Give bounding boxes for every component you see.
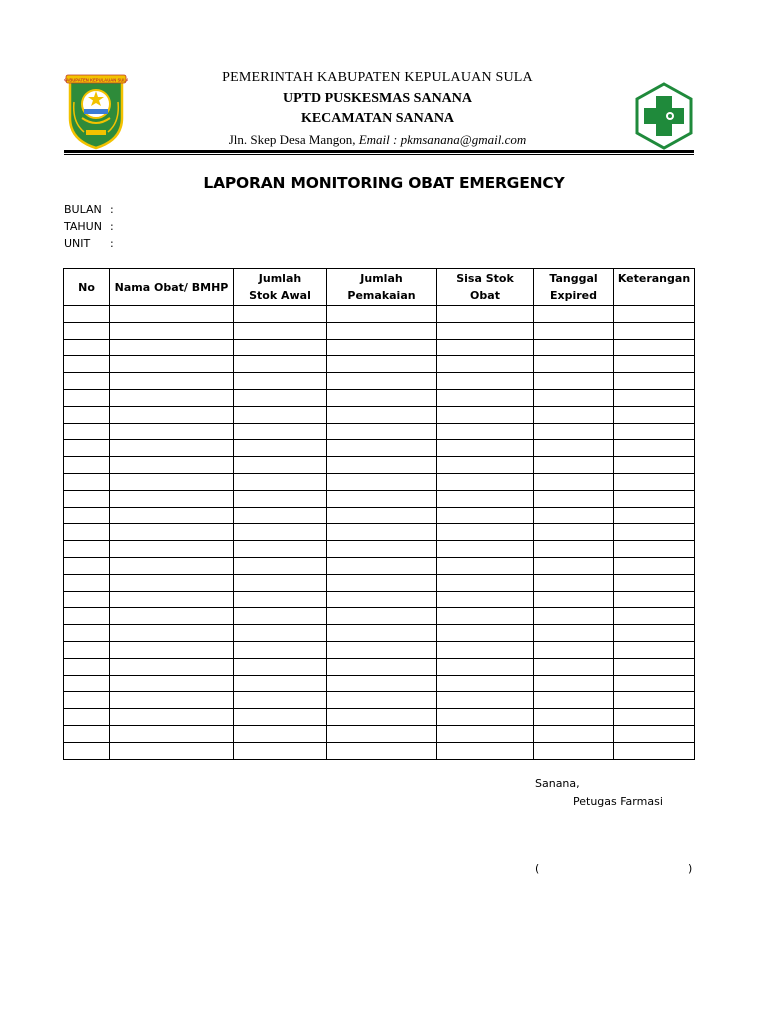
table-cell[interactable] — [110, 457, 234, 474]
table-cell[interactable] — [110, 423, 234, 440]
table-cell[interactable] — [64, 507, 110, 524]
table-cell[interactable] — [327, 725, 437, 742]
table-cell[interactable] — [64, 675, 110, 692]
table-cell[interactable] — [64, 725, 110, 742]
table-cell[interactable] — [110, 322, 234, 339]
table-cell[interactable] — [614, 406, 695, 423]
table-cell[interactable] — [534, 373, 614, 390]
table-cell[interactable] — [234, 389, 327, 406]
table-row — [64, 725, 695, 742]
table-cell[interactable] — [234, 440, 327, 457]
table-row — [64, 322, 695, 339]
table-cell[interactable] — [234, 641, 327, 658]
table-cell[interactable] — [614, 507, 695, 524]
table-cell[interactable] — [64, 423, 110, 440]
address-text: Jln. Skep Desa Mangon, — [228, 132, 356, 147]
table-cell[interactable] — [437, 742, 534, 759]
table-cell[interactable] — [437, 423, 534, 440]
email-text: Email : pkmsanana@gmail.com — [358, 132, 527, 147]
table-cell[interactable] — [64, 440, 110, 457]
table-cell[interactable] — [110, 440, 234, 457]
table-cell[interactable] — [534, 742, 614, 759]
table-cell[interactable] — [614, 557, 695, 574]
table-row — [64, 574, 695, 591]
table-cell[interactable] — [614, 709, 695, 726]
table-cell[interactable] — [614, 322, 695, 339]
table-cell[interactable] — [534, 725, 614, 742]
table-cell[interactable] — [234, 658, 327, 675]
table-cell[interactable] — [437, 306, 534, 323]
table-row — [64, 709, 695, 726]
table-cell[interactable] — [64, 490, 110, 507]
meta-tahun-colon: : — [110, 220, 114, 233]
signature-close-paren: ) — [688, 862, 693, 875]
table-cell[interactable] — [234, 490, 327, 507]
table-row — [64, 625, 695, 642]
table-row — [64, 742, 695, 759]
table-cell[interactable] — [64, 641, 110, 658]
col-header-stok-awal: Jumlah Stok Awal — [234, 269, 327, 306]
table-row — [64, 641, 695, 658]
table-cell[interactable] — [614, 490, 695, 507]
table-cell[interactable] — [327, 658, 437, 675]
meta-unit-colon: : — [110, 237, 114, 250]
table-cell[interactable] — [327, 339, 437, 356]
table-cell[interactable] — [64, 608, 110, 625]
table-cell[interactable] — [110, 641, 234, 658]
table-cell[interactable] — [437, 675, 534, 692]
table-cell[interactable] — [327, 389, 437, 406]
table-cell[interactable] — [534, 389, 614, 406]
header-district-name: KECAMATAN SANANA — [300, 111, 455, 126]
table-row — [64, 608, 695, 625]
table-cell[interactable] — [534, 457, 614, 474]
table-cell[interactable] — [614, 473, 695, 490]
table-cell[interactable] — [534, 406, 614, 423]
table-cell[interactable] — [234, 625, 327, 642]
table-cell[interactable] — [234, 742, 327, 759]
table-cell[interactable] — [614, 625, 695, 642]
table-cell[interactable] — [234, 591, 327, 608]
table-row — [64, 423, 695, 440]
table-cell[interactable] — [327, 457, 437, 474]
table-cell[interactable] — [64, 473, 110, 490]
table-cell[interactable] — [110, 675, 234, 692]
table-cell[interactable] — [534, 658, 614, 675]
table-cell[interactable] — [534, 322, 614, 339]
table-cell[interactable] — [437, 608, 534, 625]
table-cell[interactable] — [437, 658, 534, 675]
table-cell[interactable] — [234, 306, 327, 323]
table-cell[interactable] — [234, 457, 327, 474]
table-cell[interactable] — [110, 306, 234, 323]
table-cell[interactable] — [234, 541, 327, 558]
table-cell[interactable] — [327, 507, 437, 524]
table-cell[interactable] — [64, 742, 110, 759]
table-cell[interactable] — [614, 306, 695, 323]
table-cell[interactable] — [437, 322, 534, 339]
table-cell[interactable] — [614, 742, 695, 759]
table-cell[interactable] — [64, 591, 110, 608]
signature-role: Petugas Farmasi — [573, 795, 663, 808]
table-cell[interactable] — [437, 641, 534, 658]
table-cell[interactable] — [437, 373, 534, 390]
table-cell[interactable] — [110, 356, 234, 373]
emblem-banner-text: KABUPATEN KEPULAUAN SULA — [64, 77, 128, 83]
table-cell[interactable] — [534, 473, 614, 490]
table-cell[interactable] — [534, 591, 614, 608]
table-cell[interactable] — [64, 339, 110, 356]
puskesmas-cross-logo-icon — [634, 82, 694, 150]
table-cell[interactable] — [437, 490, 534, 507]
table-cell[interactable] — [437, 524, 534, 541]
table-row — [64, 457, 695, 474]
table-cell[interactable] — [234, 322, 327, 339]
table-cell[interactable] — [614, 675, 695, 692]
table-row — [64, 507, 695, 524]
table-cell[interactable] — [437, 692, 534, 709]
table-cell[interactable] — [234, 709, 327, 726]
col-header-nama-obat: Nama Obat/ BMHP — [110, 269, 234, 306]
table-cell[interactable] — [614, 608, 695, 625]
document-title: LAPORAN MONITORING OBAT EMERGENCY — [203, 174, 565, 192]
header-rule-thin — [64, 154, 694, 155]
table-cell[interactable] — [110, 625, 234, 642]
table-cell[interactable] — [64, 658, 110, 675]
table-cell[interactable] — [534, 608, 614, 625]
table-cell[interactable] — [327, 373, 437, 390]
table-cell[interactable] — [534, 490, 614, 507]
table-cell[interactable] — [64, 406, 110, 423]
header-government-name: PEMERINTAH KABUPATEN KEPULAUAN SULA — [222, 70, 533, 85]
table-cell[interactable] — [234, 356, 327, 373]
table-cell[interactable] — [110, 742, 234, 759]
meta-unit-label: UNIT — [64, 237, 91, 250]
table-row — [64, 339, 695, 356]
table-cell[interactable] — [614, 389, 695, 406]
medicine-monitoring-table — [63, 268, 695, 760]
table-cell[interactable] — [437, 339, 534, 356]
table-row — [64, 406, 695, 423]
table-row — [64, 373, 695, 390]
table-body — [64, 306, 695, 760]
table-row — [64, 591, 695, 608]
table-cell[interactable] — [234, 507, 327, 524]
table-cell[interactable] — [437, 356, 534, 373]
col-header-no: No — [64, 269, 110, 306]
table-cell[interactable] — [110, 557, 234, 574]
table-cell[interactable] — [534, 557, 614, 574]
table-cell[interactable] — [234, 373, 327, 390]
table-cell[interactable] — [327, 557, 437, 574]
table-cell[interactable] — [110, 524, 234, 541]
table-cell[interactable] — [234, 608, 327, 625]
table-cell[interactable] — [234, 524, 327, 541]
header-rule-thick — [64, 150, 694, 153]
table-cell[interactable] — [534, 692, 614, 709]
table-cell[interactable] — [110, 373, 234, 390]
meta-bulan-colon: : — [110, 203, 114, 216]
table-cell[interactable] — [64, 709, 110, 726]
table-cell[interactable] — [327, 322, 437, 339]
table-cell[interactable] — [327, 473, 437, 490]
meta-tahun-label: TAHUN — [64, 220, 102, 233]
meta-bulan — [64, 203, 114, 216]
table-row — [64, 473, 695, 490]
table-cell[interactable] — [327, 625, 437, 642]
table-cell[interactable] — [110, 339, 234, 356]
table-cell[interactable] — [437, 440, 534, 457]
table-cell[interactable] — [534, 641, 614, 658]
table-cell[interactable] — [110, 507, 234, 524]
table-cell[interactable] — [110, 692, 234, 709]
table-cell[interactable] — [110, 389, 234, 406]
table-cell[interactable] — [534, 440, 614, 457]
table-cell[interactable] — [110, 490, 234, 507]
table-cell[interactable] — [64, 524, 110, 541]
table-cell[interactable] — [64, 373, 110, 390]
header-puskesmas-name: UPTD PUSKESMAS SANANA — [282, 91, 473, 106]
table-cell[interactable] — [110, 574, 234, 591]
table-cell[interactable] — [327, 423, 437, 440]
table-cell[interactable] — [110, 406, 234, 423]
table-cell[interactable] — [110, 473, 234, 490]
table-cell[interactable] — [64, 625, 110, 642]
table-cell[interactable] — [64, 574, 110, 591]
table-cell[interactable] — [437, 557, 534, 574]
table-cell[interactable] — [327, 608, 437, 625]
table-cell[interactable] — [614, 356, 695, 373]
table-row — [64, 306, 695, 323]
table-cell[interactable] — [234, 692, 327, 709]
table-cell[interactable] — [614, 457, 695, 474]
table-cell[interactable] — [437, 725, 534, 742]
table-header-row — [64, 269, 695, 306]
table-cell[interactable] — [534, 574, 614, 591]
table-cell[interactable] — [234, 725, 327, 742]
table-cell[interactable] — [437, 473, 534, 490]
table-cell[interactable] — [437, 389, 534, 406]
table-cell[interactable] — [614, 541, 695, 558]
table-cell[interactable] — [327, 675, 437, 692]
table-cell[interactable] — [110, 709, 234, 726]
table-cell[interactable] — [614, 725, 695, 742]
table-cell[interactable] — [614, 658, 695, 675]
table-cell[interactable] — [327, 641, 437, 658]
table-cell[interactable] — [327, 306, 437, 323]
table-cell[interactable] — [234, 473, 327, 490]
table-cell[interactable] — [614, 524, 695, 541]
table-cell[interactable] — [534, 507, 614, 524]
table-cell[interactable] — [234, 423, 327, 440]
table-cell[interactable] — [327, 742, 437, 759]
table-cell[interactable] — [534, 524, 614, 541]
meta-tahun — [64, 220, 114, 233]
table-row — [64, 389, 695, 406]
table-cell[interactable] — [534, 675, 614, 692]
table-row — [64, 541, 695, 558]
table-cell[interactable] — [614, 339, 695, 356]
table-cell[interactable] — [234, 574, 327, 591]
table-cell[interactable] — [437, 507, 534, 524]
table-cell[interactable] — [110, 541, 234, 558]
table-cell[interactable] — [234, 406, 327, 423]
table-cell[interactable] — [614, 440, 695, 457]
table-cell[interactable] — [64, 541, 110, 558]
table-cell[interactable] — [64, 322, 110, 339]
table-cell[interactable] — [437, 709, 534, 726]
table-cell[interactable] — [614, 692, 695, 709]
table-cell[interactable] — [534, 625, 614, 642]
table-cell[interactable] — [437, 574, 534, 591]
table-row — [64, 440, 695, 457]
table-cell[interactable] — [110, 725, 234, 742]
table-cell[interactable] — [234, 557, 327, 574]
table-cell[interactable] — [110, 608, 234, 625]
table-cell[interactable] — [327, 356, 437, 373]
table-cell[interactable] — [534, 306, 614, 323]
table-cell[interactable] — [64, 389, 110, 406]
table-cell[interactable] — [327, 591, 437, 608]
table-row — [64, 356, 695, 373]
col-header-tanggal-expired: Tanggal Expired — [534, 269, 614, 306]
signature-open-paren: ( — [535, 862, 540, 875]
table-cell[interactable] — [534, 709, 614, 726]
table-cell[interactable] — [234, 675, 327, 692]
table-row — [64, 557, 695, 574]
col-header-pemakaian: Jumlah Pemakaian — [327, 269, 437, 306]
table-cell[interactable] — [614, 373, 695, 390]
col-header-sisa-stok: Sisa Stok Obat — [437, 269, 534, 306]
table-cell[interactable] — [327, 524, 437, 541]
table-cell[interactable] — [614, 423, 695, 440]
table-cell[interactable] — [327, 709, 437, 726]
table-cell[interactable] — [437, 625, 534, 642]
table-row — [64, 658, 695, 675]
table-cell[interactable] — [614, 641, 695, 658]
table-row — [64, 692, 695, 709]
table-cell[interactable] — [327, 692, 437, 709]
table-cell[interactable] — [110, 591, 234, 608]
table-cell[interactable] — [534, 541, 614, 558]
regency-emblem-icon — [64, 72, 128, 150]
table-cell[interactable] — [614, 574, 695, 591]
signature-place: Sanana, — [535, 777, 580, 790]
table-cell[interactable] — [534, 423, 614, 440]
table-cell[interactable] — [534, 339, 614, 356]
table-cell[interactable] — [64, 557, 110, 574]
table-row — [64, 524, 695, 541]
table-cell[interactable] — [614, 591, 695, 608]
table-cell[interactable] — [64, 356, 110, 373]
table-cell[interactable] — [110, 658, 234, 675]
table-cell[interactable] — [64, 306, 110, 323]
table-cell[interactable] — [327, 406, 437, 423]
table-cell[interactable] — [327, 574, 437, 591]
table-cell[interactable] — [327, 541, 437, 558]
table-cell[interactable] — [327, 440, 437, 457]
table-row — [64, 490, 695, 507]
meta-unit — [64, 237, 114, 250]
table-cell[interactable] — [534, 356, 614, 373]
table-cell[interactable] — [437, 406, 534, 423]
table-cell[interactable] — [437, 541, 534, 558]
table-cell[interactable] — [327, 490, 437, 507]
table-cell[interactable] — [437, 591, 534, 608]
header-address — [200, 132, 555, 148]
col-header-keterangan: Keterangan — [614, 269, 695, 306]
table-row — [64, 675, 695, 692]
table-cell[interactable] — [234, 339, 327, 356]
table-cell[interactable] — [64, 457, 110, 474]
table-cell[interactable] — [64, 692, 110, 709]
table-cell[interactable] — [437, 457, 534, 474]
meta-bulan-label: BULAN — [64, 203, 102, 216]
